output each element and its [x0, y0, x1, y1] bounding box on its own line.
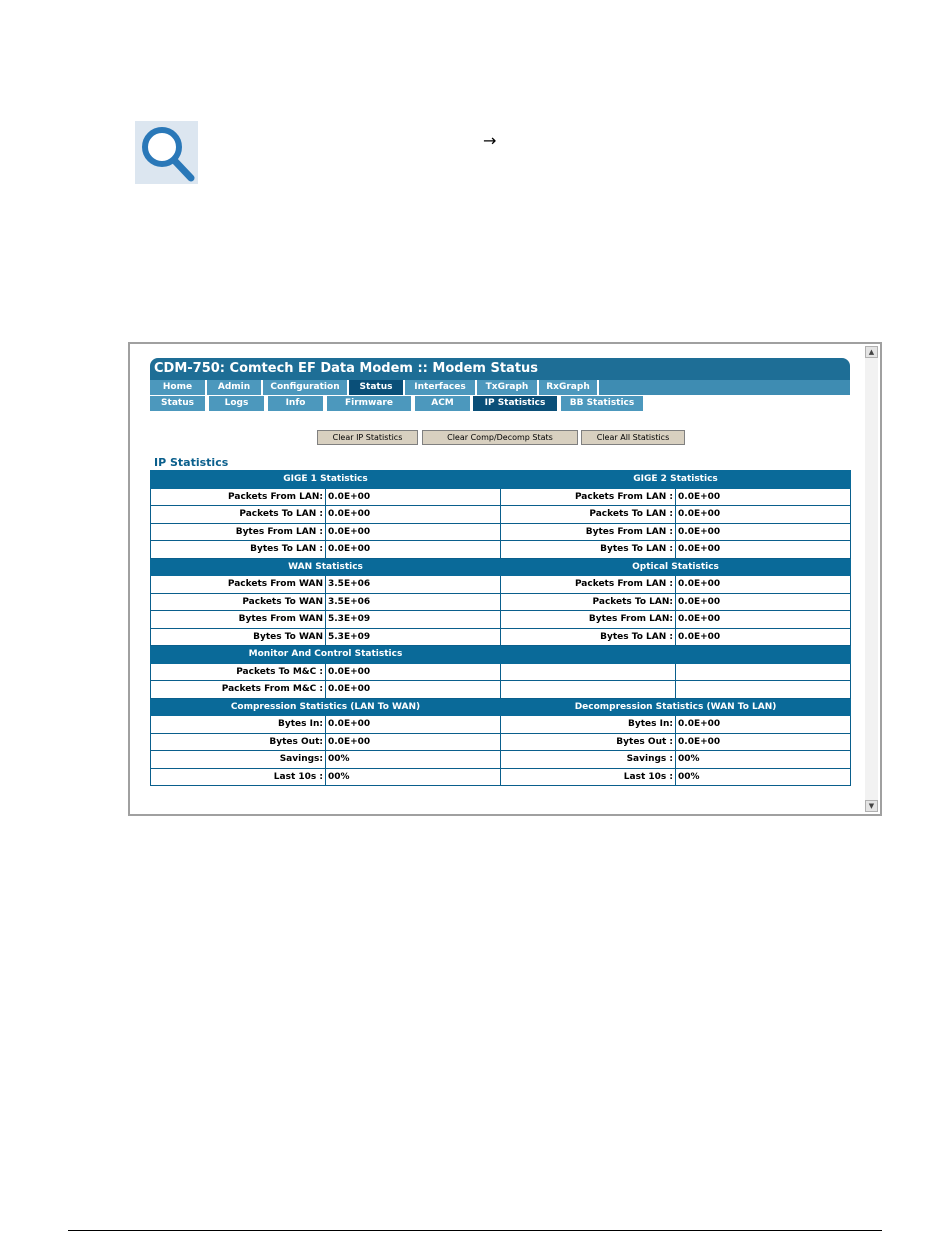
- subtab-firmware[interactable]: Firmware: [327, 396, 411, 411]
- stat-label: Packets To LAN :: [501, 506, 676, 524]
- tab-configuration[interactable]: Configuration: [263, 380, 347, 395]
- stat-label: Packets From LAN :: [501, 488, 676, 506]
- modem-status-page: [150, 358, 850, 782]
- table-header-row: [151, 558, 851, 576]
- window-title: CDM-750: Comtech EF Data Modem :: Modem Status: [150, 358, 850, 380]
- scroll-up-arrow-icon[interactable]: ▲: [865, 346, 878, 358]
- stat-value: 00%: [326, 768, 501, 786]
- table-header-row: [151, 646, 851, 664]
- stat-value: 0.0E+00: [676, 628, 851, 646]
- empty-cell: [676, 681, 851, 699]
- empty-cell: [676, 663, 851, 681]
- subtab-ip-statistics[interactable]: IP Statistics: [473, 396, 557, 411]
- gige1-header: GIGE 1 Statistics: [151, 471, 501, 489]
- stat-value: 0.0E+00: [326, 541, 501, 559]
- stat-label: Last 10s :: [501, 768, 676, 786]
- stat-label: Bytes From LAN:: [501, 611, 676, 629]
- table-row: [151, 576, 851, 594]
- stat-label: Bytes To LAN :: [151, 541, 326, 559]
- mc-header-blank: [501, 646, 851, 664]
- stat-value: 3.5E+06: [326, 576, 501, 594]
- stat-value: 00%: [326, 751, 501, 769]
- tab-home[interactable]: Home: [150, 380, 205, 395]
- tab-interfaces[interactable]: Interfaces: [405, 380, 475, 395]
- stat-label: Bytes To WAN: [151, 628, 326, 646]
- stat-label: Packets From LAN :: [501, 576, 676, 594]
- optical-header: Optical Statistics: [501, 558, 851, 576]
- subtab-acm[interactable]: ACM: [415, 396, 470, 411]
- stat-label: Packets To LAN :: [151, 506, 326, 524]
- stat-label: Packets From WAN: [151, 576, 326, 594]
- stat-value: 0.0E+00: [326, 663, 501, 681]
- stat-label: Bytes From WAN: [151, 611, 326, 629]
- tab-status[interactable]: Status: [349, 380, 403, 395]
- stat-label: Packets To LAN:: [501, 593, 676, 611]
- subtab-bb-statistics[interactable]: BB Statistics: [561, 396, 643, 411]
- stat-value: 0.0E+00: [326, 488, 501, 506]
- stat-value: 0.0E+00: [676, 611, 851, 629]
- action-buttons: [150, 430, 850, 445]
- table-row: [151, 593, 851, 611]
- table-row: [151, 768, 851, 786]
- table-row: [151, 716, 851, 734]
- stat-value: 5.3E+09: [326, 611, 501, 629]
- stat-value: 5.3E+09: [326, 628, 501, 646]
- wan-header: WAN Statistics: [151, 558, 501, 576]
- stat-label: Packets To M&C :: [151, 663, 326, 681]
- tab-admin[interactable]: Admin: [207, 380, 261, 395]
- stat-label: Savings :: [501, 751, 676, 769]
- stat-value: 0.0E+00: [326, 716, 501, 734]
- stat-value: 0.0E+00: [676, 733, 851, 751]
- stat-value: 00%: [676, 751, 851, 769]
- stat-value: 0.0E+00: [326, 733, 501, 751]
- tab-txgraph[interactable]: TxGraph: [477, 380, 537, 395]
- stat-label: Packets To WAN: [151, 593, 326, 611]
- stat-value: 0.0E+00: [676, 593, 851, 611]
- table-row: [151, 523, 851, 541]
- table-row: [151, 751, 851, 769]
- clear-comp-decomp-stats-button[interactable]: Clear Comp/Decomp Stats: [422, 430, 578, 445]
- stat-value: 0.0E+00: [676, 488, 851, 506]
- footer-divider: [68, 1230, 882, 1231]
- stat-label: Packets From M&C :: [151, 681, 326, 699]
- stat-value: 0.0E+00: [326, 523, 501, 541]
- subtab-logs[interactable]: Logs: [209, 396, 264, 411]
- stat-label: Last 10s :: [151, 768, 326, 786]
- magnifier-icon: [135, 121, 198, 184]
- stat-value: 0.0E+00: [326, 681, 501, 699]
- ip-statistics-table: [150, 470, 851, 786]
- tab-rxgraph[interactable]: RxGraph: [539, 380, 597, 395]
- clear-all-statistics-button[interactable]: Clear All Statistics: [581, 430, 685, 445]
- stat-value: 0.0E+00: [676, 716, 851, 734]
- primary-nav: [150, 380, 850, 395]
- section-title: IP Statistics: [154, 456, 229, 469]
- clear-ip-statistics-button[interactable]: Clear IP Statistics: [317, 430, 418, 445]
- stat-label: Bytes To LAN :: [501, 541, 676, 559]
- browser-screenshot: [128, 342, 882, 816]
- table-row: [151, 681, 851, 699]
- stat-value: 00%: [676, 768, 851, 786]
- stat-value: 0.0E+00: [326, 506, 501, 524]
- compression-header: Compression Statistics (LAN To WAN): [151, 698, 501, 716]
- table-row: [151, 488, 851, 506]
- table-row: [151, 506, 851, 524]
- table-row: [151, 541, 851, 559]
- stat-label: Bytes To LAN :: [501, 628, 676, 646]
- vertical-scrollbar[interactable]: [865, 346, 878, 812]
- table-row: [151, 733, 851, 751]
- stat-label: Bytes Out :: [501, 733, 676, 751]
- decompression-header: Decompression Statistics (WAN To LAN): [501, 698, 851, 716]
- stat-value: 0.0E+00: [676, 523, 851, 541]
- stat-value: 3.5E+06: [326, 593, 501, 611]
- scroll-down-arrow-icon[interactable]: ▼: [865, 800, 878, 812]
- table-header-row: [151, 471, 851, 489]
- secondary-nav: [150, 396, 850, 411]
- table-row: [151, 663, 851, 681]
- empty-cell: [501, 663, 676, 681]
- stat-label: Bytes Out:: [151, 733, 326, 751]
- stat-label: Bytes In:: [501, 716, 676, 734]
- stat-value: 0.0E+00: [676, 506, 851, 524]
- stat-label: Bytes From LAN :: [501, 523, 676, 541]
- stat-label: Bytes In:: [151, 716, 326, 734]
- stat-value: 0.0E+00: [676, 541, 851, 559]
- table-row: [151, 628, 851, 646]
- table-header-row: [151, 698, 851, 716]
- mc-header: Monitor And Control Statistics: [151, 646, 501, 664]
- gige2-header: GIGE 2 Statistics: [501, 471, 851, 489]
- subtab-info[interactable]: Info: [268, 396, 323, 411]
- table-row: [151, 611, 851, 629]
- stat-label: Bytes From LAN :: [151, 523, 326, 541]
- arrow-icon: →: [483, 131, 497, 150]
- empty-cell: [501, 681, 676, 699]
- stat-value: 0.0E+00: [676, 576, 851, 594]
- subtab-status[interactable]: Status: [150, 396, 205, 411]
- stat-label: Savings:: [151, 751, 326, 769]
- stat-label: Packets From LAN:: [151, 488, 326, 506]
